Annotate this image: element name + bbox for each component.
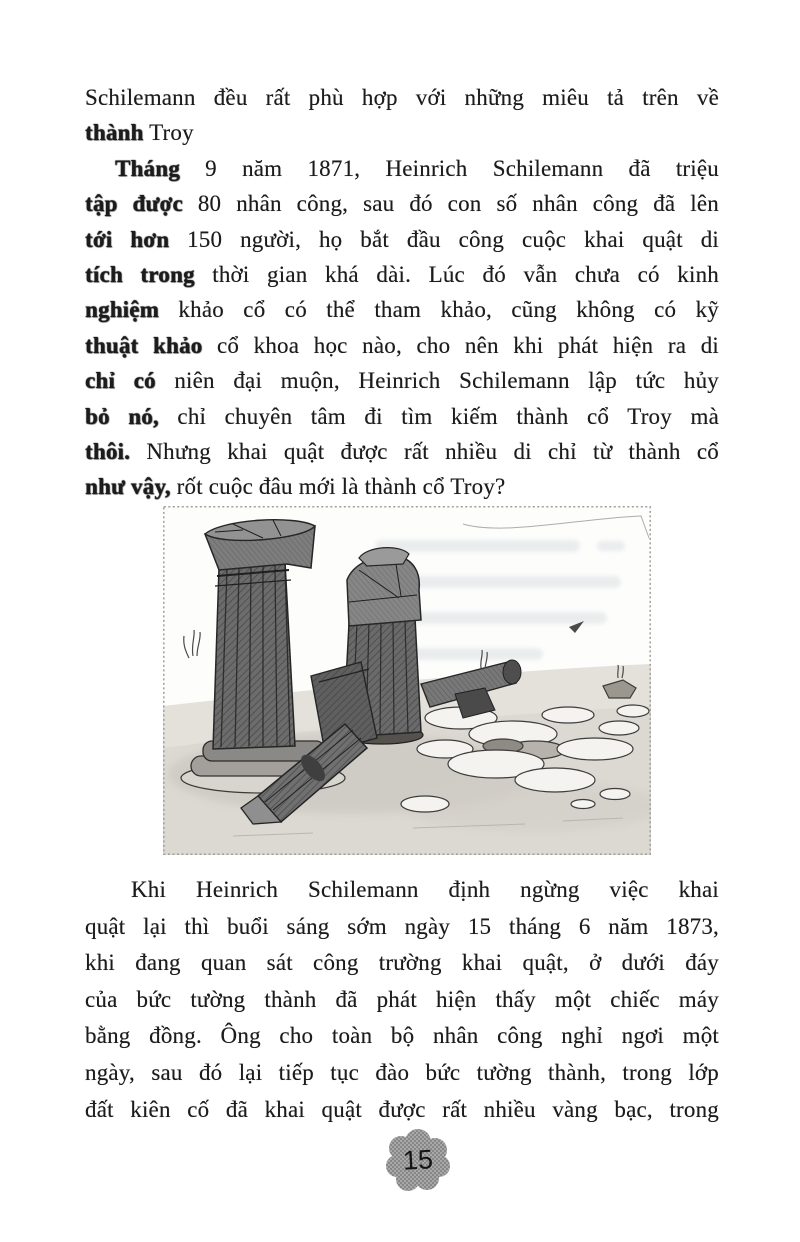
line-text: 9 năm 1871, Heinrich Schilemann đã triệu: [179, 155, 719, 181]
line-text: Nhưng khai quật được rất nhiều di chỉ từ thành cổ: [130, 438, 719, 464]
text-line: [85, 1055, 719, 1092]
line-text: thời gian khá dài. Lúc đó vẫn chưa có kinh: [194, 261, 719, 287]
line-text: 80 nhân công, sau đó con số nhân công đã lên: [182, 191, 719, 217]
line-text: rốt cuộc đâu mới là thành cổ Troy?: [170, 474, 506, 500]
flower-badge-icon: [382, 1128, 454, 1194]
text-line: [85, 328, 719, 363]
ruins-figure: [163, 506, 651, 855]
line-lead: Tháng: [115, 155, 180, 181]
text-line: [85, 872, 719, 909]
line-lead: chỉ có: [85, 368, 156, 394]
line-lead: như vậy,: [85, 474, 171, 500]
text-line: [85, 1092, 719, 1129]
text-line: [85, 222, 719, 257]
line-lead: nghiệm: [85, 297, 160, 323]
text-line: [85, 186, 719, 221]
line-text: 150 người, họ bắt đầu công cuộc khai quật di: [169, 226, 719, 252]
line-text: cổ khoa học nào, cho nên khi phát hiện ra di: [202, 332, 719, 358]
line-lead: thành: [85, 120, 144, 146]
text-line: [85, 363, 719, 398]
text-line: [85, 292, 719, 327]
paragraph-2: [85, 872, 719, 1128]
ruined-columns-illustration: [163, 506, 651, 855]
line-text: Troy: [143, 120, 194, 146]
line-lead: thôi.: [85, 438, 131, 464]
page-number-badge: [382, 1128, 454, 1194]
text-line: [85, 434, 719, 469]
line-text: bằng đồng. Ông cho toàn bộ nhân công nghỉ ngơi một: [85, 1023, 719, 1049]
text-line: [85, 909, 719, 946]
line-lead: thuật khảo: [85, 332, 203, 358]
text-line: [85, 945, 719, 982]
text-line: [85, 399, 719, 434]
text-line: [85, 257, 719, 292]
text-line: [85, 115, 719, 150]
text-line: [85, 982, 719, 1019]
page-number: 15: [402, 1144, 434, 1176]
paragraph-1: [85, 80, 719, 505]
line-lead: tập được: [85, 191, 183, 217]
line-lead: bỏ nó,: [85, 403, 159, 429]
line-lead: tới hơn: [85, 226, 170, 252]
line-text: của bức tường thành đã phát hiện thấy một chiếc máy: [85, 986, 719, 1012]
line-lead: Schilemann: [85, 85, 196, 110]
line-text: niên đại muộn, Heinrich Schilemann lập tức hủy: [155, 368, 719, 394]
line-text: quật lại thì buổi sáng sớm ngày 15 tháng 6 năm 1873,: [85, 913, 719, 939]
line-text: đều rất phù hợp với những miêu tả trên về: [195, 85, 719, 110]
line-text: ngày, sau đó lại tiếp tục đào bức tường thành, trong lớp: [85, 1059, 719, 1085]
text-line: [85, 1018, 719, 1055]
text-line: [85, 151, 719, 186]
text-line: [85, 80, 719, 115]
line-text: chỉ chuyên tâm đi tìm kiếm thành cổ Troy mà: [158, 403, 719, 429]
line-lead: tích trong: [85, 261, 195, 287]
text-line: [85, 469, 719, 504]
line-text: khi đang quan sát công trường khai quật, ở dưới đáy: [85, 950, 719, 976]
line-text: khảo cổ có thể tham khảo, cũng không có kỹ: [159, 297, 719, 323]
line-text: Khi Heinrich Schilemann định ngừng việc khai: [131, 877, 719, 902]
line-text: đất kiên cố đã khai quật được rất nhiều vàng bạc, trong: [85, 1096, 719, 1122]
